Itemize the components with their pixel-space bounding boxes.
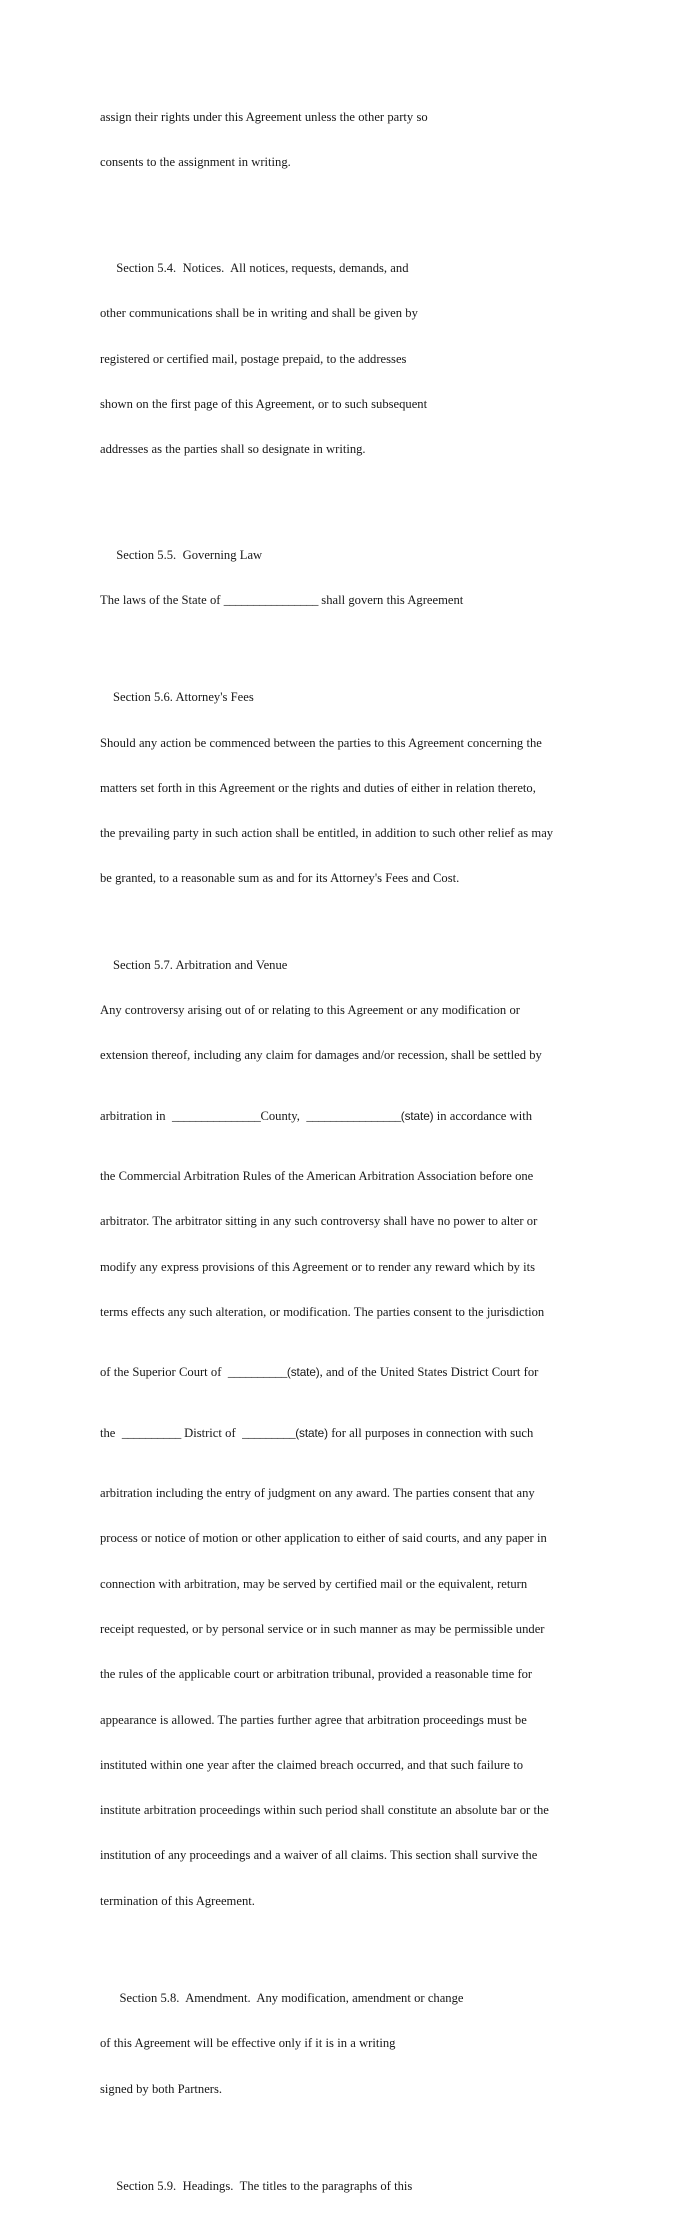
paragraph-line: modify any express provisions of this Agreement or to render any reward which by its: [100, 1259, 536, 1274]
section-5-9: [100, 2149, 600, 2224]
paragraph-line: instituted within one year after the claimed breach occurred, and that such failure to: [100, 1757, 524, 1772]
paragraph-line: institute arbitration proceedings within such period shall constitute an absolute bar or the: [100, 1803, 549, 1818]
paragraph-line: institution of any proceedings and a waiver of all claims. This section shall survive the: [100, 1848, 538, 1863]
paragraph-line: the rules of the applicable court or arbitration tribunal, provided a reasonable time for: [100, 1667, 533, 1682]
text-fragment: District of: [180, 1425, 243, 1440]
paragraph-line-with-blanks: [100, 1109, 600, 1124]
paragraph-line: consents to the assignment in writing.: [100, 155, 291, 170]
text-fragment: , and of the United States District Court for: [319, 1365, 539, 1380]
section-spacer: [100, 487, 600, 517]
section-5-8-heading-line: Section 5.8. Amendment. Any modification, amendment or change: [100, 1991, 464, 2006]
paragraph-line: appearance is allowed. The parties further agree that arbitration proceedings must be: [100, 1712, 527, 1727]
text-fragment: in accordance with: [433, 1108, 533, 1123]
text-fragment: the: [100, 1425, 122, 1440]
paragraph-line: be granted, to a reasonable sum as and for its Attorney's Fees and Cost.: [100, 871, 460, 886]
state-marker: (state): [400, 1108, 434, 1123]
section-5-7: [100, 928, 600, 1939]
paragraph-line-with-blanks: [100, 1365, 600, 1380]
paragraph-line: addresses as the parties shall so designate in writing.: [100, 442, 366, 457]
paragraph-line: termination of this Agreement.: [100, 1893, 255, 1908]
fill-in-blank-state[interactable]: __________: [227, 1365, 287, 1380]
paragraph-line: assign their rights under this Agreement unless the other party so: [100, 110, 428, 125]
text-fragment: arbitration in: [100, 1108, 172, 1123]
section-spacer: [100, 917, 600, 928]
section-5-4-heading-line: Section 5.4. Notices. All notices, requests, demands, and: [100, 260, 409, 275]
paragraph-line: extension thereof, including any claim for damages and/or recession, shall be settled by: [100, 1048, 542, 1063]
paragraph-line: arbitration including the entry of judgment on any award. The parties consent that any: [100, 1486, 535, 1501]
text-fragment: County,: [260, 1108, 307, 1123]
section-5-4: [100, 231, 600, 488]
fill-in-blank-state[interactable]: ________________: [306, 1108, 401, 1123]
section-5-9-heading-line: Section 5.9. Headings. The titles to the paragraphs of this: [100, 2179, 413, 2194]
continuation-paragraph: [100, 80, 600, 201]
section-5-6-heading-line: Section 5.6. Attorney's Fees: [100, 690, 254, 705]
text-fragment: for all purposes in connection with such: [327, 1425, 534, 1440]
fill-in-blank-state[interactable]: ________________: [223, 592, 319, 607]
paragraph-line: other communications shall be in writing and shall be given by: [100, 306, 418, 321]
paragraph-line: terms effects any such alteration, or modification. The parties consent to the jurisdiction: [100, 1305, 545, 1320]
paragraph-line: of this Agreement will be effective only if it is in a writing: [100, 2036, 396, 2051]
section-spacer: [100, 638, 600, 660]
paragraph-line: Should any action be commenced between the parties to this Agreement concerning the: [100, 735, 542, 750]
paragraph-line: the prevailing party in such action shall be entitled, in addition to such other relief as may: [100, 826, 554, 841]
section-5-5: [100, 517, 600, 638]
paragraph-line: shown on the first page of this Agreement, or to such subsequent: [100, 396, 428, 411]
paragraph-line: signed by both Partners.: [100, 2081, 223, 2096]
section-5-5-heading-line: Section 5.5. Governing Law: [100, 547, 263, 562]
paragraph-line-with-blanks: [100, 1426, 600, 1441]
paragraph-line: matters set forth in this Agreement or the rights and duties of either in relation thereto,: [100, 780, 536, 795]
fill-in-blank-district[interactable]: __________: [121, 1425, 181, 1440]
state-marker: (state): [295, 1425, 328, 1440]
paragraph-line: receipt requested, or by personal service or in such manner as may be permissible under: [100, 1622, 545, 1636]
paragraph-line: the Commercial Arbitration Rules of the American Arbitration Association before one: [100, 1169, 534, 1184]
fill-in-blank-county[interactable]: _______________: [172, 1108, 261, 1123]
text-fragment: The laws of the State of: [100, 592, 224, 607]
paragraph-line: registered or certified mail, postage prepaid, to the addresses: [100, 351, 407, 366]
paragraph-line: Any controversy arising out of or relating to this Agreement or any modification or: [100, 1003, 520, 1018]
text-fragment: shall govern this Agreement: [318, 592, 464, 607]
document-text-column: [100, 80, 600, 2224]
section-spacer: [100, 1939, 600, 1961]
text-fragment: of the Superior Court of: [100, 1365, 228, 1380]
section-5-7-heading-line: Section 5.7. Arbitration and Venue: [100, 957, 288, 972]
section-5-6: [100, 660, 600, 917]
section-spacer: [100, 2127, 600, 2149]
section-5-5-body-line: [100, 593, 600, 608]
paragraph-line: process or notice of motion or other application to either of said courts, and any paper in: [100, 1531, 547, 1546]
paragraph-line: arbitrator. The arbitrator sitting in any such controversy shall have no power to alter or: [100, 1214, 538, 1229]
paragraph-line: connection with arbitration, may be served by certified mail or the equivalent, return: [100, 1576, 528, 1591]
section-5-8: [100, 1961, 600, 2127]
fill-in-blank-state[interactable]: _________: [242, 1425, 296, 1440]
state-marker: (state): [286, 1365, 320, 1380]
section-spacer: [100, 201, 600, 231]
